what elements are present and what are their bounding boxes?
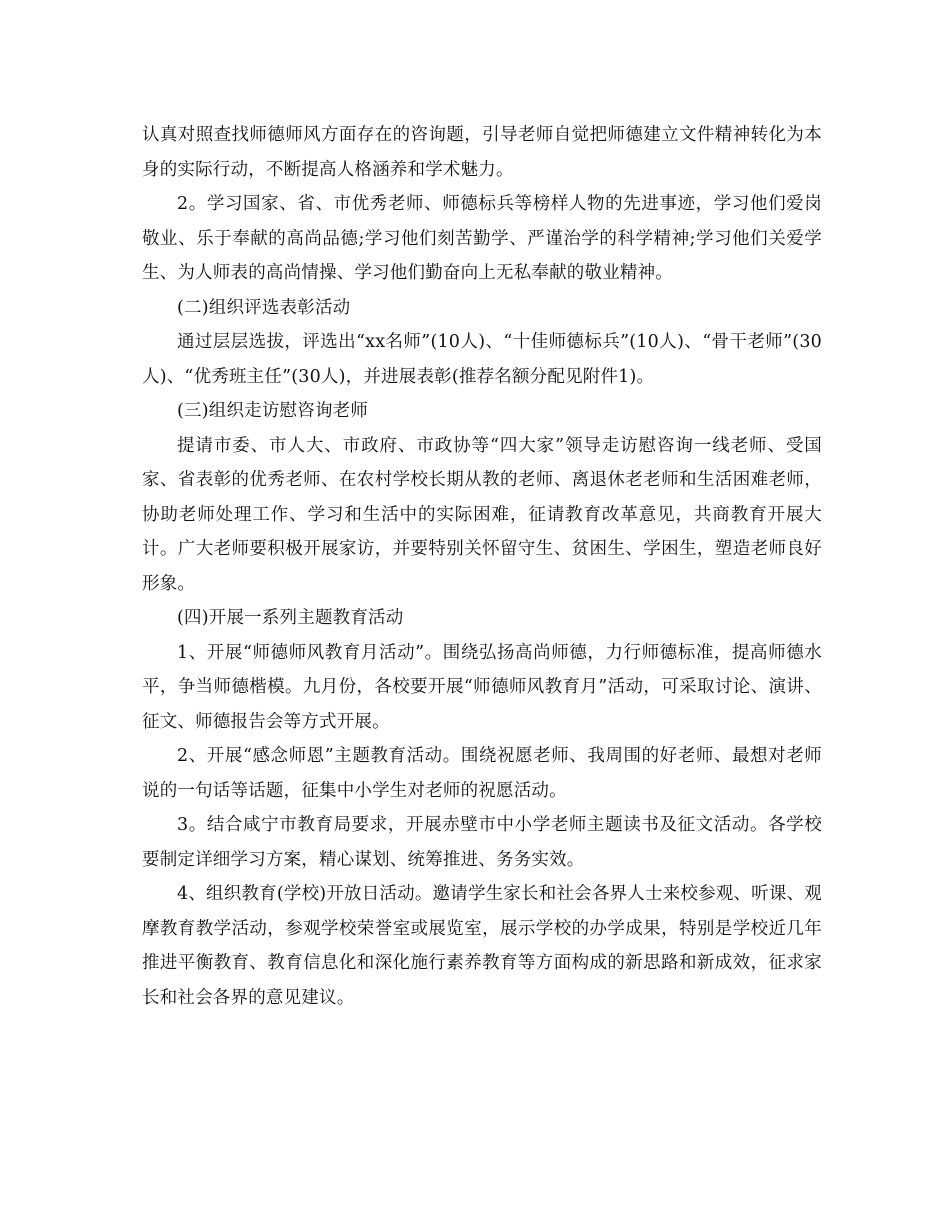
paragraph-activity-3: 3。结合咸宁市教育局要求，开展赤壁市中小学老师主题读书及征文活动。各学校要制定详细学习方案，精心谋划、统筹推进、务务实效。 [142,815,822,870]
paragraph-activity-4: 4、组织教育(学校)开放日活动。邀请学生家长和社会各界人士来校参观、听课、观摩教育教学活动，参观学校荣誉室或展览室，展示学校的办学成果，特别是学校近几年推进平衡教育、教育信息化和深化施行素养教育等方面构成的新思路和新成效，征求家长和社会各界的意见建议。 [142,884,822,1008]
paragraph-awards: 通过层层选拔，评选出“xx名师”(10人)、“十佳师德标兵”(10人)、“骨干老师”(30人)、“优秀班主任”(30人)，并进展表彰(推荐名额分配见附件1)。 [142,332,822,387]
section-heading-themed-activities: (四)开展一系列主题教育活动 [177,608,404,628]
section-heading-visits: (三)组织走访慰咨询老师 [177,401,369,421]
paragraph-study-models: 2。学习国家、省、市优秀老师、师德标兵等榜样人物的先进事迹，学习他们爱岗敬业、乐于奉献的高尚品德;学习他们刻苦勤学、严谨治学的科学精神;学习他们关爱学生、为人师表的高尚情操、学习他们勤奋向上无私奉献的敬业精神。 [142,194,822,283]
paragraph-visits: 提请市委、市人大、市政府、市政协等“四大家”领导走访慰咨询一线老师、受国家、省表彰的优秀老师、在农村学校长期从教的老师、离退休老老师和生活困难老师，协助老师处理工作、学习和生活中的实际困难，征请教育改革意见，共商教育开展大计。广大老师要积极开展家访，并要特别关怀留守生、贫困生、学困生，塑造老师良好形象。 [142,435,822,594]
paragraph-activity-1: 1、开展“师德师风教育月活动”。围绕弘扬高尚师德，力行师德标准，提高师德水平，争当师德楷模。九月份，各校要开展“师德师风教育月”活动，可采取讨论、演讲、征文、师德报告会等方式开展。 [142,642,822,732]
paragraph-activity-2: 2、开展“感念师恩”主题教育活动。围绕祝愿老师、我周围的好老师、最想对老师说的一句话等话题，征集中小学生对老师的祝愿活动。 [142,746,822,801]
section-heading-awards: (二)组织评选表彰活动 [177,297,351,318]
paragraph-intro-continuation: 认真对照查找师德师风方面存在的咨询题，引导老师自觉把师德建立文件精神转化为本身的实际行动，不断提高人格涵养和学术魅力。 [142,125,822,180]
document-body [142,118,822,1015]
